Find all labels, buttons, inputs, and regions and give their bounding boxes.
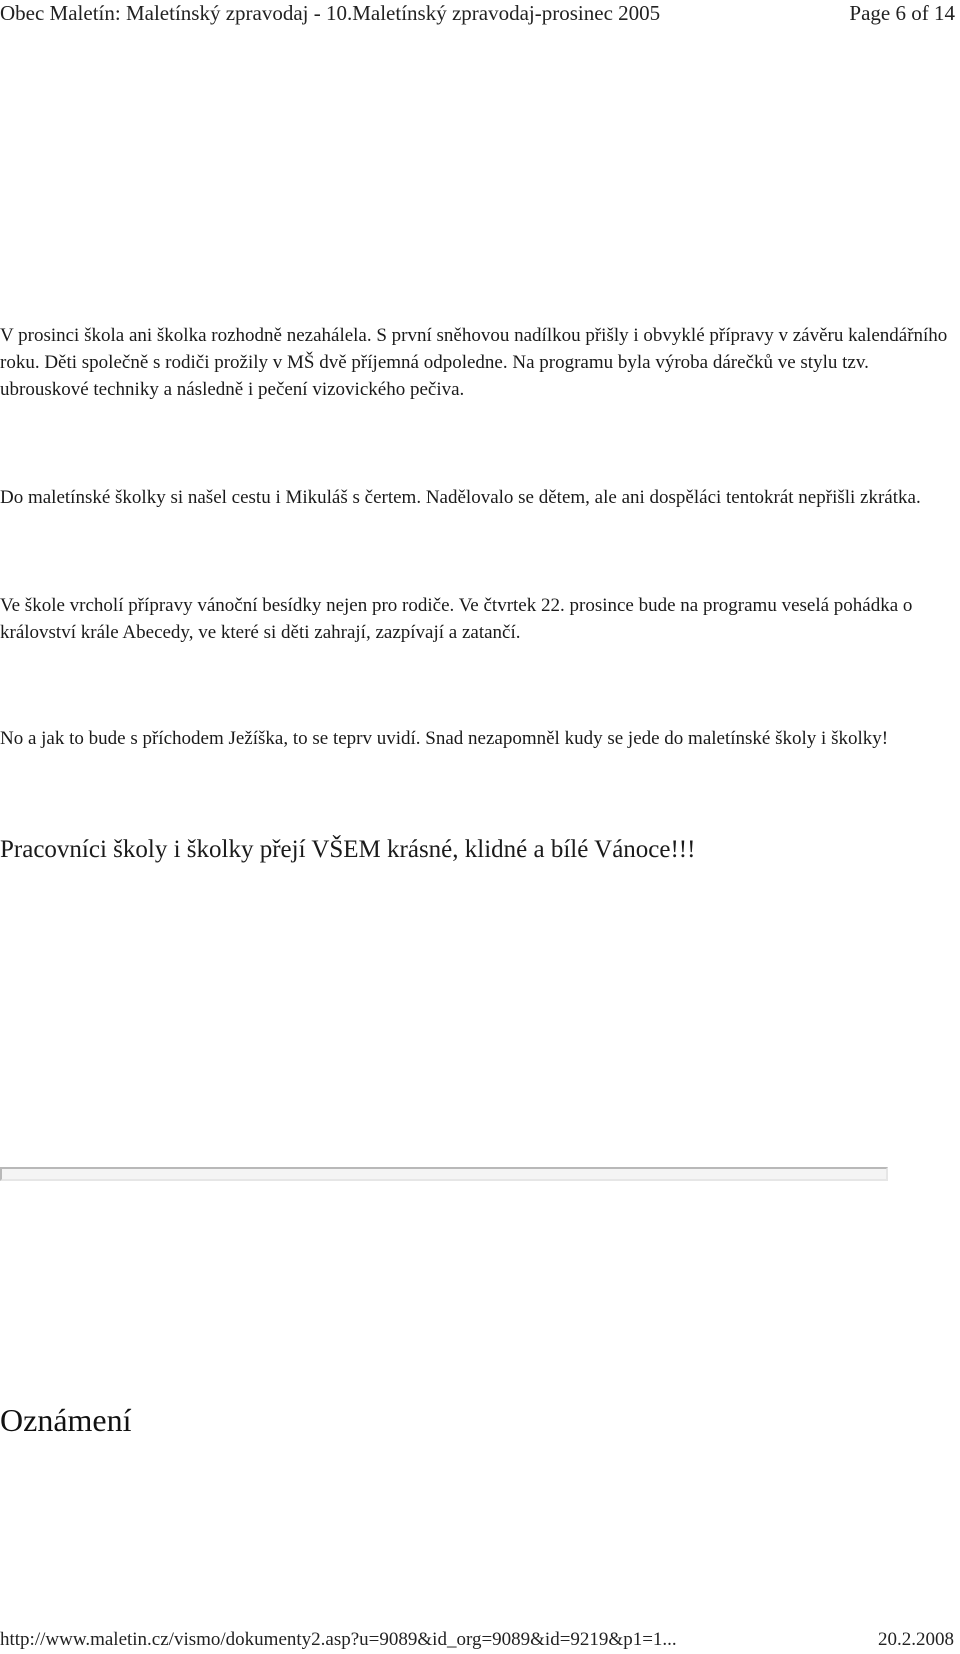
print-date: 20.2.2008 [878,1629,954,1650]
christmas-greeting: Pracovníci školy i školky přejí VŠEM krásné, klidné a bílé Vánoce!!! [0,836,696,863]
article-paragraph: No a jak to bude s příchodem Ježíška, to se teprv uvidí. Snad nezapomněl kudy se jede do maletínské školy i školky! [0,728,889,749]
horizontal-rule [0,1167,888,1181]
article-paragraph: Do maletínské školky si našel cestu i Mikuláš s čertem. Nadělovalo se dětem, ale ani dospěláci tentokrát nepřišli zkrátka. [0,487,921,508]
print-header [0,0,960,30]
section-heading-announcements: Oznámení [0,1402,132,1438]
article-paragraph: V prosinci škola ani školka rozhodně nezahálela. S první sněhovou nadílkou přišly i obvyklé přípravy v závěru kalendářního roku. Děti společně s rodiči prožily v MŠ dvě příjemná odpoledne. Na programu byla výroba dárečků ve stylu tzv. ubrouskové techniky a následně i pečení vizovického pečiva. [0,325,948,400]
document-title: Obec Maletín: Maletínský zpravodaj - 10.Maletínský zpravodaj-prosinec 2005 [0,1,661,25]
print-footer [0,1628,960,1654]
page-number: Page 6 of 14 [849,1,955,25]
article-paragraph: Ve škole vrcholí přípravy vánoční besídky nejen pro rodiče. Ve čtvrtek 22. prosince bude na programu veselá pohádka o království krále Abecedy, ve které si děti zahrají, zazpívají a zatančí. [0,595,913,643]
page-url: http://www.maletin.cz/vismo/dokumenty2.asp?u=9089&id_org=9089&id=9219&p1=1... [0,1629,677,1650]
